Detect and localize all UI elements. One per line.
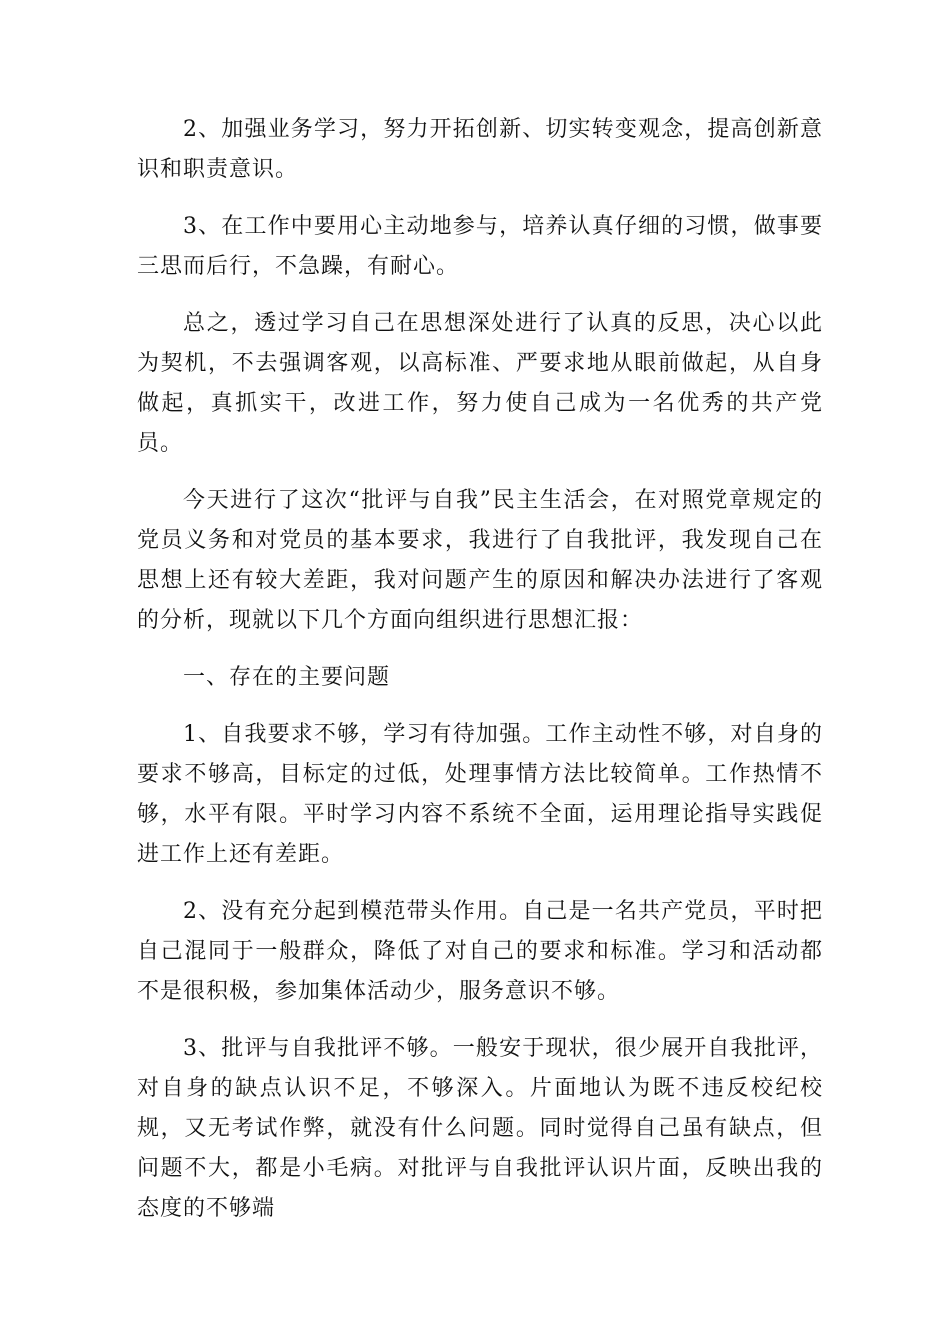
paragraph-intro: 今天进行了这次“批评与自我”民主生活会，在对照党章规定的党员义务和对党员的基本要求，我进行了自我批评，我发现自己在思想上还有较大差距，我对问题产生的原因和解决办法进行了客观的分析，现就以下几个方面向组织进行思想汇报： [137,488,823,633]
paragraph-summary: 总之，透过学习自己在思想深处进行了认真的反思，决心以此为契机，不去强调客观，以高标准、严要求地从眼前做起，从自身做起，真抓实干，改进工作，努力使自己成为一名优秀的共产党员。 [137,311,823,456]
paragraph-item-3: 3、在工作中要用心主动地参与，培养认真仔细的习惯，做事要三思而后行，不急躁，有耐心。 [137,214,823,279]
paragraph-problem-2: 2、没有充分起到模范带头作用。自己是一名共产党员，平时把自己混同于一般群众，降低了对自己的要求和标准。学习和活动都不是很积极，参加集体活动少，服务意识不够。 [137,899,823,1004]
section-heading-main-problems: 一、存在的主要问题 [183,665,391,690]
document-body [137,110,823,1246]
paragraph-item-2: 2、加强业务学习，努力开拓创新、切实转变观念，提高创新意识和职责意识。 [137,117,823,182]
paragraph-problem-1: 1、自我要求不够，学习有待加强。工作主动性不够，对自身的要求不够高，目标定的过低，处理事情方法比较简单。工作热情不够，水平有限。平时学习内容不系统不全面，运用理论指导实践促进工作上还有差距。 [137,722,823,867]
paragraph-problem-3: 3、批评与自我批评不够。一般安于现状，很少展开自我批评，对自身的缺点认识不足，不够深入。片面地认为既不违反校纪校规，又无考试作弊，就没有什么问题。同时觉得自己虽有缺点，但问题不大，都是小毛病。对批评与自我批评认识片面，反映出我的态度的不够端 [137,1036,823,1221]
